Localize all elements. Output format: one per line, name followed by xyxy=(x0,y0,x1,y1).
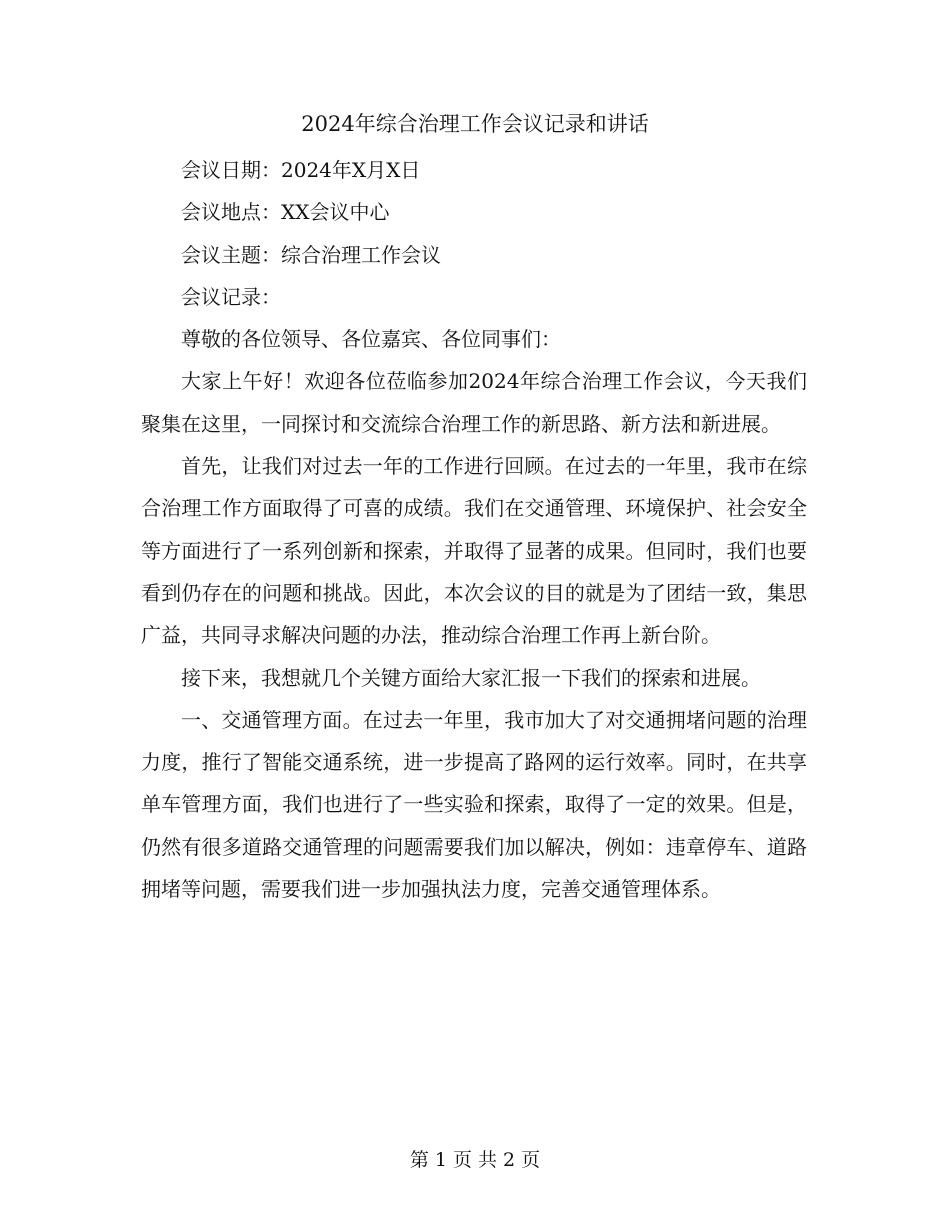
document-body xyxy=(141,149,807,910)
meeting-record-label: 会议记录： xyxy=(181,284,281,309)
paragraph-review: 首先，让我们对过去一年的工作进行回顾。在过去的一年里，我市在综合治理工作方面取得了可喜的成绩。我们在交通管理、环境保护、社会安全等方面进行了一系列创新和探索，并取得了显著的成果。但同时，我们也要看到仍存在的问题和挑战。因此，本次会议的目的就是为了团结一致，集思广益，共同寻求解决问题的办法，推动综合治理工作再上新台阶。 xyxy=(141,454,807,648)
salutation: 尊敬的各位领导、各位嘉宾、各位同事们： xyxy=(181,327,561,352)
paragraph-welcome: 大家上午好！欢迎各位莅临参加2024年综合治理工作会议，今天我们聚集在这里，一同探讨和交流综合治理工作的新思路、新方法和新进展。 xyxy=(141,369,807,436)
meeting-location: 会议地点：XX会议中心 xyxy=(181,200,390,225)
paragraph-intro: 接下来，我想就几个关键方面给大家汇报一下我们的探索和进展。 xyxy=(181,665,761,690)
meeting-topic: 会议主题：综合治理工作会议 xyxy=(181,242,441,267)
document-title: 2024年综合治理工作会议记录和讲话 xyxy=(301,112,649,136)
page-footer: 第 1 页 共 2 页 xyxy=(409,1149,541,1171)
paragraph-traffic: 一、交通管理方面。在过去一年里，我市加大了对交通拥堵问题的治理力度，推行了智能交通系统，进一步提高了路网的运行效率。同时，在共享单车管理方面，我们也进行了一些实验和探索，取得了一定的效果。但是，仍然有很多道路交通管理的问题需要我们加以解决，例如：违章停车、道路拥堵等问题，需要我们进一步加强执法力度，完善交通管理体系。 xyxy=(141,707,807,902)
meeting-date: 会议日期：2024年X月X日 xyxy=(181,158,421,182)
